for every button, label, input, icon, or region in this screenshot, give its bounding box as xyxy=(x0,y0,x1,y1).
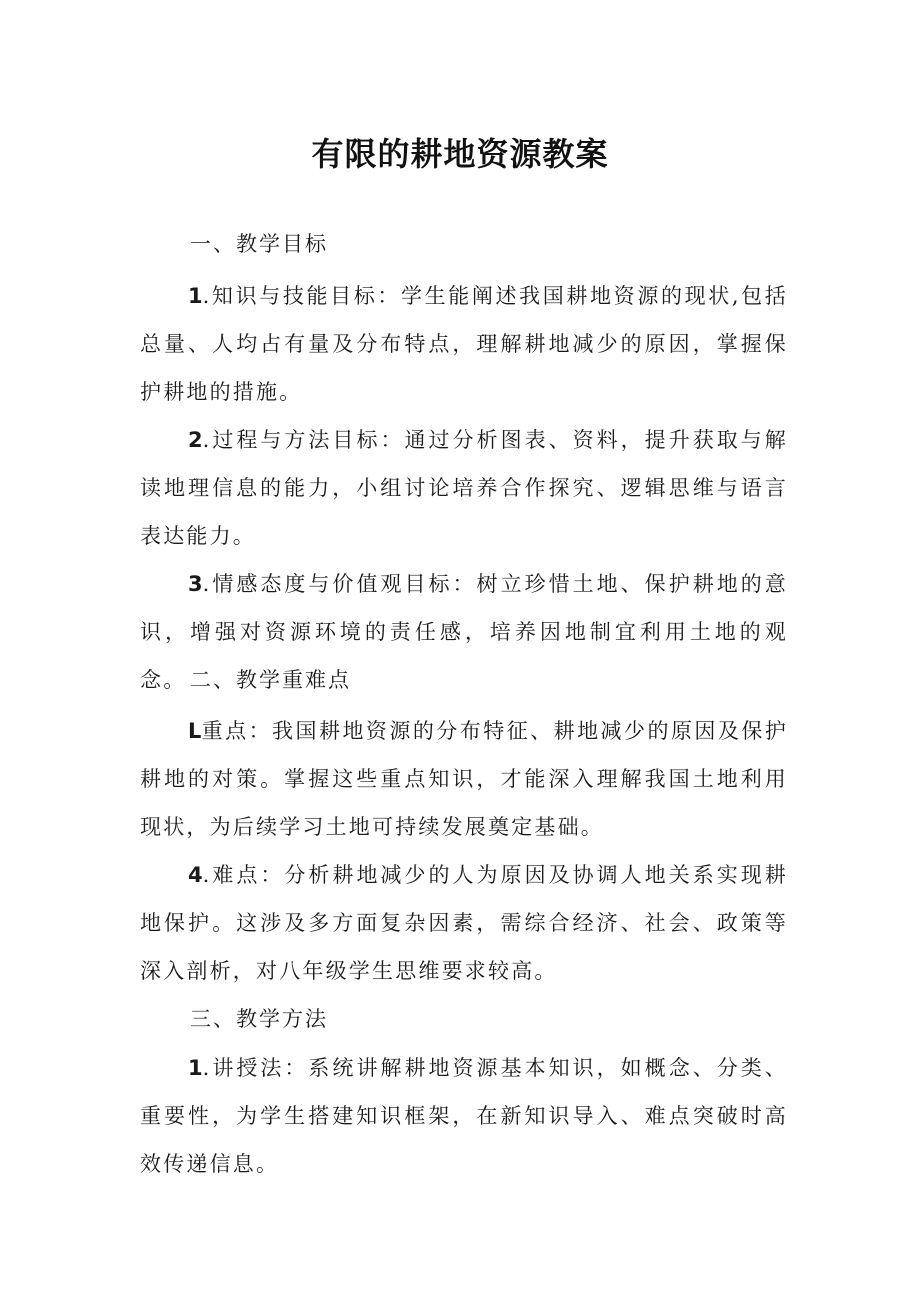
paragraph-text: .讲授法：系统讲解耕地资源基本知识，如概念、分类、重要性，为学生搭建知识框架，在新知识导入、难点突破时高效传递信息。 xyxy=(140,1056,788,1176)
paragraph-difficult-point xyxy=(140,851,788,995)
paragraph-knowledge-goal xyxy=(140,272,788,416)
section-heading-teaching-methods: 三、教学方法 xyxy=(190,1007,328,1031)
item-number: L xyxy=(188,719,202,743)
item-number: 4 xyxy=(188,863,203,887)
paragraph-key-point xyxy=(140,707,788,851)
section-heading-key-points: 二、教学重难点 xyxy=(190,668,351,692)
section-heading-teaching-goals: 一、教学目标 xyxy=(190,232,328,256)
item-number: 1 xyxy=(188,1056,203,1080)
paragraph-lecture-method xyxy=(140,1044,788,1188)
item-number: 3 xyxy=(188,572,203,596)
item-number: 1 xyxy=(188,284,203,308)
paragraph-text: .知识与技能目标：学生能阐述我国耕地资源的现状,包括总量、人均占有量及分布特点，理解耕地减少的原因，掌握保护耕地的措施。 xyxy=(140,284,788,404)
paragraph-text: .情感态度与价值观目标：树立珍惜土地、保护耕地的意识，增强对资源环境的责任感，培养因地制宜利用土地的观念。 xyxy=(140,572,788,692)
item-number: 2 xyxy=(188,428,203,452)
paragraph-text: 重点：我国耕地资源的分布特征、耕地减少的原因及保护耕地的对策。掌握这些重点知识，才能深入理解我国土地利用现状，为后续学习土地可持续发展奠定基础。 xyxy=(140,719,788,839)
paragraph-process-goal xyxy=(140,416,788,560)
paragraph-text: .过程与方法目标：通过分析图表、资料，提升获取与解读地理信息的能力，小组讨论培养合作探究、逻辑思维与语言表达能力。 xyxy=(140,428,788,548)
document-title: 有限的耕地资源教案 xyxy=(311,135,609,173)
paragraph-text: .难点：分析耕地减少的人为原因及协调人地关系实现耕地保护。这涉及多方面复杂因素，需综合经济、社会、政策等深入剖析，对八年级学生思维要求较高。 xyxy=(140,863,788,983)
